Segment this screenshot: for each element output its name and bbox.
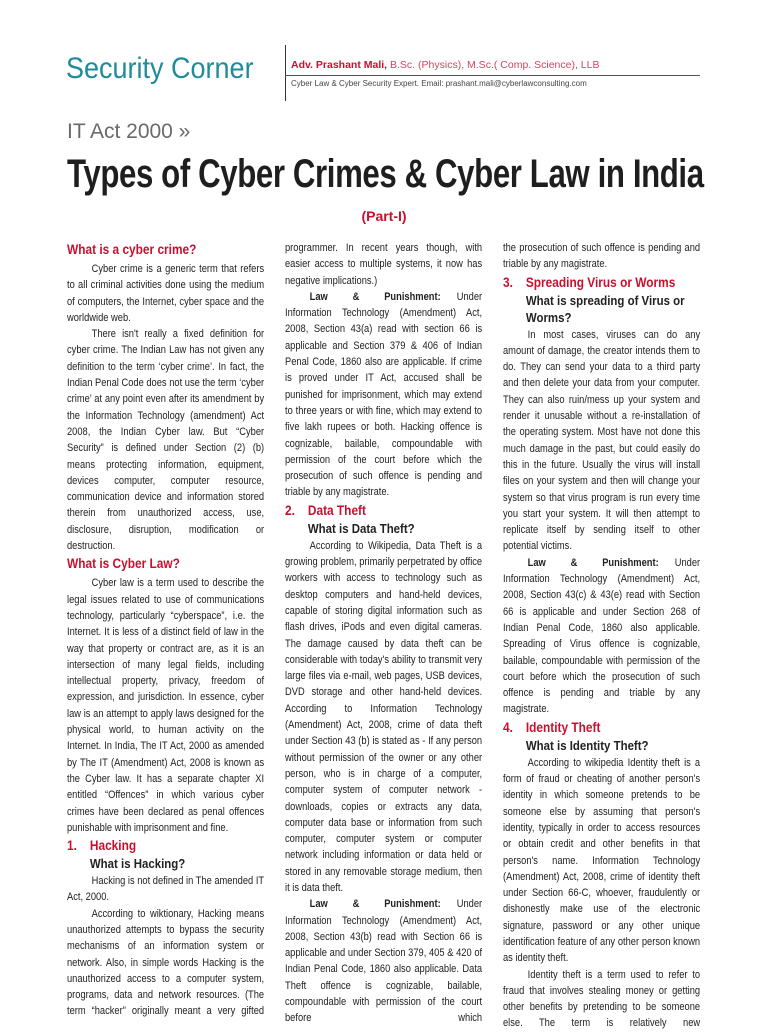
paragraph-text: Under Information Technology (Amendment) Act, 2008, Section 43(b) read with Section 66 is applicable and under Section 379, 405 & 420 of Indian Penal Code, 1860 also applicable. Data Theft offence is cognizable, bailable, compoundable with permission of the court before which [285,898,483,1025]
paragraph: Hacking is not defined in The amended IT Act, 2000. [67,875,265,904]
numbered-heading [503,274,700,292]
author-contact: Cyber Law & Cyber Security Expert. Email: prashant.mali@cyberlawconsulting.com [291,79,587,88]
heading-label: Data Theft [307,502,366,518]
heading-number: 1. [67,838,77,854]
law-punishment-label: Law & Punishment: [309,290,441,303]
header-divider-horizontal [285,75,700,76]
paragraph-text: Under Information Technology (Amendment) Act, 2008, Section 43(c) & 43(e) read with Section 66 is applicable and under Section 268 of Indian Penal Code, 1860 also applicable. Spreading of Virus offence is cognizable, bailable, compoundable with permission of the court before which the prosecution of such offence is pending and triable by any magistrate. [503,556,701,716]
author-credentials: B.Sc. (Physics), M.Sc.( Comp. Science), LLB [387,59,600,71]
law-punishment-paragraph [285,896,482,1026]
law-punishment-label: Law & Punishment: [309,898,441,911]
heading-label: Spreading Virus or Worms [525,274,676,290]
header-divider-vertical [285,45,286,101]
heading-label: Identity Theft [525,719,601,735]
heading-number: 2. [285,502,295,518]
paragraph: There isn't really a fixed definition for cyber crime. The Indian Law has not given any definition to the term ‘cyber crime’. In fact, the Indian Penal Code does not use the term ‘cyber crime’ at any point even after its amendment by the Information Technology (amendment) Act 2008, the Indian Cyber law. But “Cyber Security” is defined under Section (2) (b) means protecting information, equipment, devices computer, computer resource, communication device and information stored therein from unauthorized access, use, disclosure, disruption, modification or destruction. [67,328,265,553]
subheading: What is Data Theft? [307,520,415,536]
paragraph: According to wiktionary, Hacking means unauthorized attempts to bypass the security mechanisms of an information system or network. Also, in simple words Hacking is the unauthorized access to a computer system, programs, data and network resources. (The term “hacker” originally meant a very gifted [67,907,265,1018]
numbered-heading [67,837,264,855]
paragraph-text: Under Information Technology (Amendment) Act, 2008, Section 43(a) read with section 66 is applicable and Section 379 & 406 of Indian Penal Code, 1860 also are applicable. If crime is proved under IT Act, accused shall be punished for imprisonment, which may extend to three years or with fine, which may extend to five lakh rupees or both. Hacking offence is cognizable, bailable, compoundable with permission of the court before which the prosecution of such offence is pending and triable by any magistrate. [285,290,483,499]
paragraph: Cyber law is a term used to describe the legal issues related to use of communications technology, particularly “cyberspace”, i.e. the Internet. It is less of a distinct field of law in the way that property or contract are, as it is an intersection of many legal fields, including intellectual property, privacy, freedom of expression, and jurisdiction. In essence, cyber law is an attempt to apply laws designed for the physical world, to human activity on the Internet. In India, The IT Act, 2000 as amended by The IT (Amendment) Act, 2008 is known as the Cyber law. It has a separate chapter XI entitled “Offences” in which various cyber crimes have been declared as penal offences punishable with imprisonment and fine. [67,577,265,834]
law-punishment-paragraph [285,289,482,501]
column-3 [503,240,700,1032]
paragraph: According to wikipedia Identity theft is a form of fraud or cheating of another person's identity in which someone pretends to be someone else by assuming that person's identity, typically in order to access resources or obtain credit and other benefits in that person's name. Information Technology (Amendment) Act, 2008, crime of identity theft under Section 66-C, whoever, fraudulently or dishonestly make use of the electronic signature, password or any other unique identification feature of any other person known as identity theft. [503,756,701,965]
paragraph: Cyber crime is a generic term that refers to all criminal activities done using the medium of computers, the Internet, cyber space and the worldwide web. [67,263,265,324]
heading-number: 3. [503,274,513,290]
paragraph: Identity theft is a term used to refer to fraud that involves stealing money or getting other benefits by pretending to be someone else. The term is relatively new [503,968,701,1030]
law-punishment-paragraph [503,555,700,718]
column-1 [67,240,264,1020]
author-name: Adv. Prashant Mali, [291,59,388,71]
paragraph: According to Wikipedia, Data Theft is a growing problem, primarily perpetrated by office workers with access to technology such as desktop computers and hand-held devices, capable of storing digital information such as flash drives, iPods and even digital cameras. The damage caused by data theft can be considerable with today's ability to transmit very large files via e-mail, web pages, USB devices, DVD storage and other hand-held devices. According to Information Technology (Amendment) Act, 2008, crime of data theft under Section 43 (b) is stated as - If any person without permission of the owner or any other person, who is in charge of a computer, computer system of computer network - downloads, copies or extracts any data, computer data base or information from such computer, computer system or computer network including information or data held or stored in any removable storage medium, then it is data theft. [285,539,483,894]
article-part: (Part-I) [361,208,407,224]
law-punishment-label: Law & Punishment: [527,556,659,569]
subheading: What is spreading of Virus or Worms? [525,292,685,325]
subheading: What is Identity Theft? [525,737,649,753]
heading-number: 4. [503,719,513,735]
paragraph: the prosecution of such offence is pending and triable by any magistrate. [503,242,701,271]
heading-label: Hacking [89,838,137,854]
numbered-heading [285,502,482,520]
section-brand: Security Corner [66,52,254,85]
paragraph: programmer. In recent years though, with easier access to multiple systems, it now has negative implications.) [285,242,483,287]
column-2 [285,240,482,1027]
kicker: IT Act 2000 » [67,120,191,143]
paragraph: In most cases, viruses can do any amount of damage, the creator intends them to do. They can send your data to a third party and then delete your data from your computer. They can also ruin/mess up your system and render it unusable without a re-installation of the operating system. Most have not done this much damage in the past, but could easily do this in the future. Usually the virus will install files on your system and then will change your system so that virus program is run every time you start your system. It will then attempt to replicate itself by sending itself to other potential victims. [503,328,701,553]
section-heading: What is Cyber Law? [67,556,180,572]
numbered-heading [503,719,700,737]
section-heading: What is a cyber crime? [67,242,197,257]
author-line [291,59,599,71]
article-title: Types of Cyber Crimes & Cyber Law in India [67,152,704,196]
subheading: What is Hacking? [89,856,186,872]
